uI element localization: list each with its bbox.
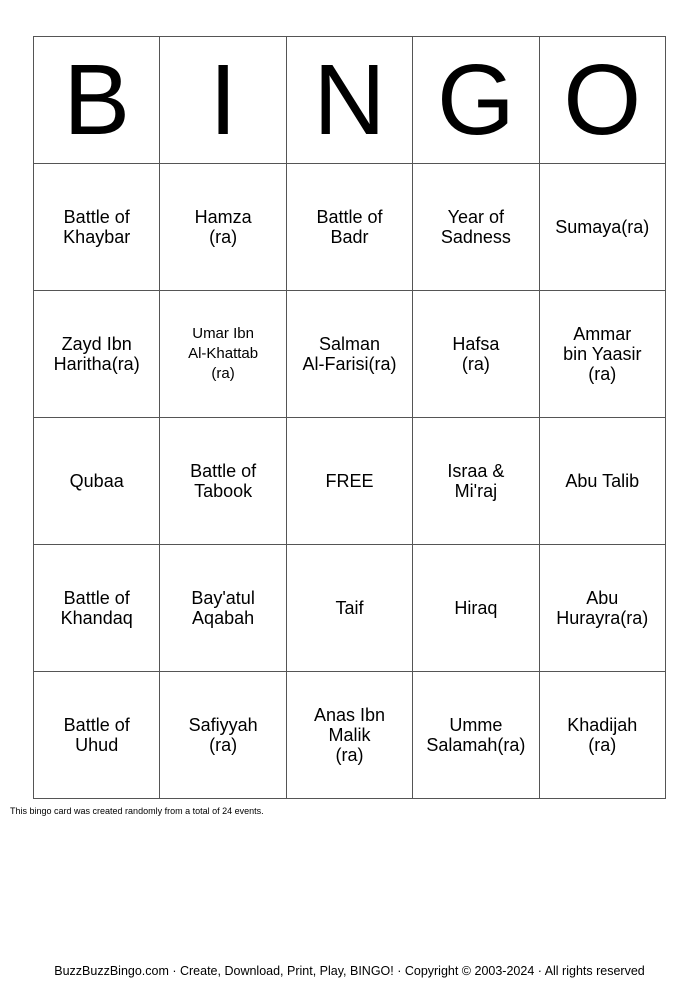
bingo-header-row [34,37,666,164]
bingo-row [34,672,666,799]
header-letter-o: O [539,37,665,164]
bingo-row [34,291,666,418]
bingo-cell: Safiyyah (ra) [160,672,286,799]
bingo-cell: Battle of Badr [286,164,412,291]
header-letter-g: G [413,37,539,164]
bingo-cell: Umme Salamah(ra) [413,672,539,799]
bingo-cell: Khadijah (ra) [539,672,665,799]
bingo-cell: Ammar bin Yaasir (ra) [539,291,665,418]
header-letter-i: I [160,37,286,164]
bingo-cell: Hafsa (ra) [413,291,539,418]
bingo-cell: Taif [286,545,412,672]
bingo-card [33,36,666,799]
bingo-cell: Sumaya(ra) [539,164,665,291]
bingo-cell: Year of Sadness [413,164,539,291]
bingo-row [34,545,666,672]
bingo-cell: Israa & Mi'raj [413,418,539,545]
header-letter-n: N [286,37,412,164]
bingo-cell: Umar Ibn Al-Khattab (ra) [160,291,286,418]
bingo-cell: Hamza (ra) [160,164,286,291]
bingo-cell: Salman Al-Farisi(ra) [286,291,412,418]
bingo-row [34,418,666,545]
bingo-row [34,164,666,291]
bingo-cell: Battle of Khandaq [34,545,160,672]
bingo-cell: Anas Ibn Malik (ra) [286,672,412,799]
bingo-cell: Zayd Ibn Haritha(ra) [34,291,160,418]
bingo-cell: Hiraq [413,545,539,672]
bingo-cell: Battle of Khaybar [34,164,160,291]
card-note: This bingo card was created randomly from a total of 24 events. [10,806,264,816]
bingo-cell: Battle of Tabook [160,418,286,545]
bingo-cell: Abu Hurayra(ra) [539,545,665,672]
free-space-cell: FREE [286,418,412,545]
header-letter-b: B [34,37,160,164]
bingo-cell: Battle of Uhud [34,672,160,799]
bingo-cell: Abu Talib [539,418,665,545]
page-footer: BuzzBuzzBingo.com · Create, Download, Print, Play, BINGO! · Copyright © 2003-2024 · All rights reserved [54,964,645,978]
bingo-cell: Qubaa [34,418,160,545]
bingo-cell: Bay'atul Aqabah [160,545,286,672]
